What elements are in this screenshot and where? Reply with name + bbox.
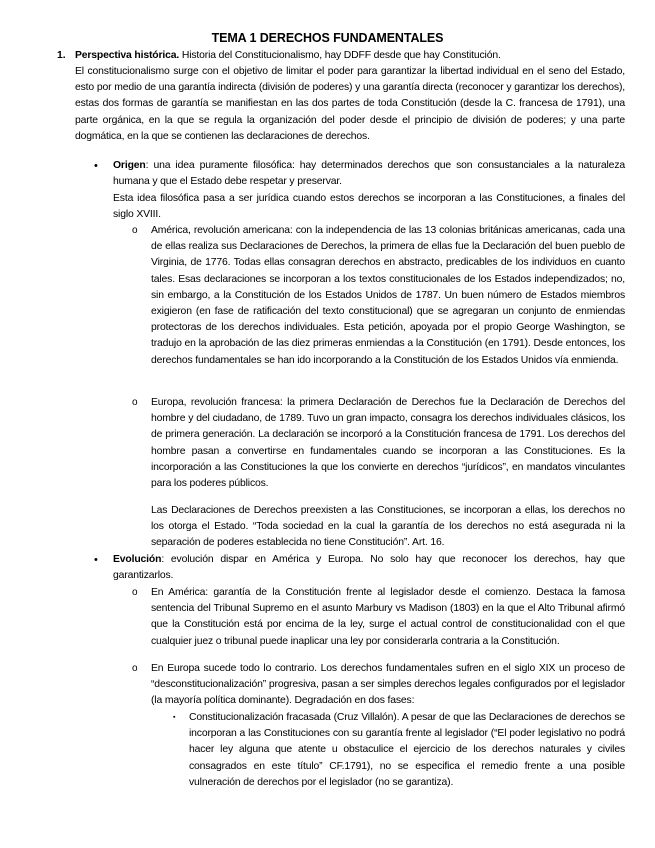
circle-marker: o <box>132 663 138 674</box>
origen-paragraph <box>113 158 625 190</box>
origen-europa-paragraph-2: Las Declaraciones de Derechos preexisten a las Constituciones, se incorporan a ellas, los derechos no los otorga el Estado. “Toda sociedad en la cual la garantía de los derechos no está asegurada ni la separación de poderes establecida no tiene Constitución”. Art. 16. <box>151 505 625 549</box>
origen-paragraph-2: Esta idea filosófica pasa a ser jurídica cuando estos derechos se incorporan a las Constituciones, a finales del siglo XVIII. <box>113 193 625 221</box>
evolucion-europa-paragraph: En Europa sucede todo lo contrario. Los derechos fundamentales sufren en el siglo XIX un proceso de “desconstitucionalización” progresiva, pasan a ser simples derechos legales configurados por el legislador (la mayoría política dominante). Degradación en dos fases: <box>151 663 625 707</box>
origen-america-paragraph: América, revolución americana: con la independencia de las 13 colonias británicas americanas, cada una de ellas realiza sus Declaraciones de Derechos, la primera de ellas fue la Declaración del buen pueblo de Virginia, de 1776. Todas ellas consagran derechos en abstracto, predicables de los individuos en cuanto tales. Esas declaraciones se incorporan a los textos constitucionales de los Estados independizados; no, sin embargo, a la Constitución de los Estados Unidos de 1787. Un buen número de Estados miembros exigieron (en fase de ratificación del texto constitucional) que se agregaran un conjunto de enmiendas protectoras de los derechos individuales. Esta petición, apoyada por el propio George Washington, se tradujo en la aprobación de las diez primeras enmiendas a la Constitución (en 1791). Desde entonces, los derechos fundamentales se han ido incorporando a la Constitución de los Estados Unidos vía enmienda. <box>151 225 625 366</box>
evolucion-paragraph <box>113 552 625 584</box>
evolucion-america-paragraph: En América: garantía de la Constitución frente al legislador desde el comienzo. Destaca la famosa sentencia del Tribunal Supremo en el asunto Marbury vs Madison (1803) en la que el Alto Tribunal afirmó que la Constitución está por encima de la ley, surge el actual control de constitucionalidad con el que cualquier juez o tribunal puede inaplicar una ley por considerarla contraria a la Constitución. <box>151 587 625 647</box>
section-1-heading-line <box>75 48 625 64</box>
square-marker: ▪ <box>173 714 176 721</box>
section-number: 1. <box>57 50 66 61</box>
circle-marker: o <box>132 225 138 236</box>
evolucion-fase-1-paragraph: Constitucionalización fracasada (Cruz Villalón). A pesar de que las Declaraciones de derechos se incorporan a las Constituciones con su garantía frente al legislador (“El poder legislativo no podrá hacer ley alguna que atente u obstaculice el ejercicio de los derechos naturales y civiles consagrados en este título” CF.1791), no se especifica el remedio frente a una posible vulneración de derechos por el legislador (no se garantiza). <box>189 712 625 788</box>
circle-marker: o <box>132 397 138 408</box>
origen-heading: Origen <box>113 160 146 171</box>
section-1-heading: Perspectiva histórica. <box>75 50 180 61</box>
bullet-marker: • <box>94 554 98 566</box>
origen-text: : una idea puramente filosófica: hay determinados derechos que son consustanciales a la naturaleza humana y que el Estado debe respetar y preservar. <box>113 160 625 188</box>
page-title: TEMA 1 DERECHOS FUNDAMENTALES <box>211 31 444 45</box>
evolucion-text: : evolución dispar en América y Europa. No solo hay que reconocer los derechos, hay que garantizarlos. <box>113 554 625 582</box>
section-1-lead: Historia del Constitucionalismo, hay DDFF desde que hay Constitución. <box>179 50 501 61</box>
origen-europa-paragraph: Europa, revolución francesa: la primera Declaración de Derechos fue la Declaración de Derechos del hombre y del ciudadano, de 1789. Tuvo un gran impacto, consagra los derechos individuales clásicos, los de primera generación. La declaración se incorporó a la Constitución francesa de 1791. Los derechos del hombre pasan a convertirse en fundamentales cuando se incorporan a las Constituciones. Es la incorporación a las Constituciones la que los convierte en derechos “jurídicos”, en mandatos vinculantes para los poderes públicos. <box>151 397 625 490</box>
section-1-paragraph: El constitucionalismo surge con el objetivo de limitar el poder para garantizar la libertad individual en el seno del Estado, esto por medio de una garantía indirecta (división de poderes) y una garantía directa (reconocer y garantizar los derechos), estas dos formas de garantía se manifiestan en las dos partes de toda Constitución (desde la C. francesa de 1791), una parte orgánica, en la que se regula la organización del poder desde el principio de división de poderes; y una parte dogmática, en la que se contienen las declaraciones de derechos. <box>75 66 625 142</box>
bullet-marker: • <box>94 160 98 172</box>
circle-marker: o <box>132 587 138 598</box>
evolucion-heading: Evolución <box>113 554 162 565</box>
